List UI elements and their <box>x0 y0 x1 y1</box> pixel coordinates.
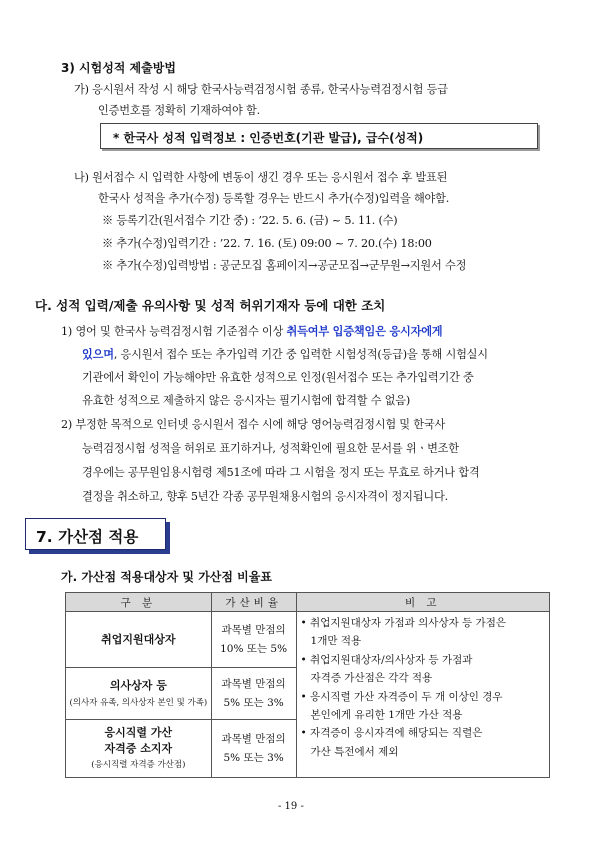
remark-line: • 취업지원대상자/의사상자 등 가점과 <box>300 653 473 666</box>
remark-line: • 자격증이 응시자격에 해당되는 직렬은 <box>300 727 483 740</box>
table-row <box>66 612 550 668</box>
para1-emphasis: 취득여부 입증책임은 응시자에게 <box>286 325 443 338</box>
rate-line2: 5% 또는 3% <box>223 751 284 764</box>
category-subtext: (의사자 유족, 의사상자 본인 및 가족) <box>69 697 208 708</box>
remarks-cell <box>296 612 549 778</box>
info-box <box>100 123 538 149</box>
category-cell <box>66 720 212 778</box>
item-na-line1: 나) 원서접수 시 입력한 사항에 변동이 생긴 경우 또는 응시원서 접수 후 발표된 <box>74 171 448 184</box>
header-remarks: 비 고 <box>296 593 549 612</box>
section-7-box <box>25 518 166 550</box>
rate-line1: 과목별 만점의 <box>221 733 286 746</box>
category-name-line2: 자격증 소지자 <box>104 742 173 756</box>
table-header-row <box>66 593 550 612</box>
rate-cell <box>211 668 296 720</box>
section-7-title: 7. 가산점 적용 <box>36 528 139 546</box>
category-cell <box>66 612 212 668</box>
rate-line2: 10% 또는 5% <box>220 642 288 655</box>
note-registration-period: ※ 등록기간(원서접수 기간 중) : ’22. 5. 6. (금) ~ 5. 11. (수) <box>102 214 398 227</box>
remark-line: • 취업지원대상자 가점과 의사상자 등 가점은 <box>300 617 506 629</box>
category-name: 의사상자 등 <box>109 679 167 693</box>
para2-line1: 2) 부정한 목적으로 인터넷 응시원서 접수 시에 해당 영어능력검정시험 및 한국사 <box>61 418 446 431</box>
remark-line: 자격증 가산점은 각각 적용 <box>310 672 433 685</box>
remark-line: • 응시직렬 가산 자격증이 두 개 이상인 경우 <box>300 690 503 703</box>
rate-line1: 과목별 만점의 <box>221 678 286 691</box>
info-box-text: * 한국사 성적 입력정보 : 인증번호(기관 발급), 급수(성적) <box>113 131 424 145</box>
para2-line2: 능력검정시험 성적을 허위로 표기하거나, 성적확인에 필요한 문서를 위ㆍ변조한 <box>82 442 459 455</box>
item-ga-line2: 인증번호를 정확히 기재하여야 함. <box>98 104 260 117</box>
remark-line: 본인에게 유리한 1개만 가산 적용 <box>310 708 463 721</box>
item-na-line2: 한국사 성적을 추가(수정) 등록할 경우는 반드시 추가(수정)입력을 해야함. <box>98 192 450 205</box>
rate-cell <box>211 720 296 778</box>
bonus-table <box>65 592 550 778</box>
category-subtext: (응시직렬 자격증 가산점) <box>91 759 186 770</box>
page-number: - 19 - <box>278 801 304 812</box>
section-3-heading: 3) 시험성적 제출방법 <box>61 61 176 75</box>
header-category: 구 분 <box>66 593 212 612</box>
item-ga-line1: 가) 응시원서 작성 시 해당 한국사능력검정시험 종류, 한국사능력검정시험 등급 <box>74 83 448 96</box>
section-7-subheading: 가. 가산점 적용대상자 및 가산점 비율표 <box>61 570 272 584</box>
note-edit-method: ※ 추가(수정)입력방법 : 공군모집 홈페이지→공군모집→군무원→지원서 수정 <box>102 259 467 272</box>
para1-line4: 유효한 성적으로 제출하지 않은 응시자는 필기시험에 합격할 수 없음) <box>82 394 411 407</box>
para2-line3: 경우에는 공무원임용시험령 제51조에 따라 그 시험을 정지 또는 무효로 하거나 합격 <box>82 466 480 479</box>
para1-line2-text: , 응시원서 접수 또는 추가입력 기간 중 입력한 시험성적(등급)을 통해 시험실시 <box>113 348 488 361</box>
para1-line1-text: 1) 영어 및 한국사 능력검정시험 기준점수 이상 <box>61 325 287 338</box>
remark-line: 1개만 적용 <box>310 635 362 648</box>
para1-emphasis-end: 있으며 <box>82 348 114 361</box>
para2-line4: 결정을 취소하고, 향후 5년간 각종 공무원채용시험의 응시자격이 정지됩니다. <box>82 490 448 503</box>
rate-cell <box>211 612 296 668</box>
remark-line: 가산 특전에서 제외 <box>310 745 399 758</box>
category-name: 취업지원대상자 <box>101 632 176 646</box>
para1-line3: 기관에서 확인이 가능해야만 유효한 성적으로 인정(원서접수 또는 추가입력기간 중 <box>82 371 474 384</box>
para1-line1 <box>61 323 442 339</box>
section-da-heading: 다. 성적 입력/제출 유의사항 및 성적 허위기재자 등에 대한 조치 <box>35 298 386 313</box>
header-rate: 가산비율 <box>211 593 296 612</box>
category-name: 응시직렬 가산 <box>104 725 173 739</box>
note-edit-period: ※ 추가(수정)입력기간 : ’22. 7. 16. (토) 09:00 ~ 7. 20.(수) 18:00 <box>102 237 432 250</box>
para1-line2 <box>82 346 488 362</box>
rate-line1: 과목별 만점의 <box>221 624 286 637</box>
rate-line2: 5% 또는 3% <box>223 696 284 709</box>
category-cell <box>66 668 212 720</box>
